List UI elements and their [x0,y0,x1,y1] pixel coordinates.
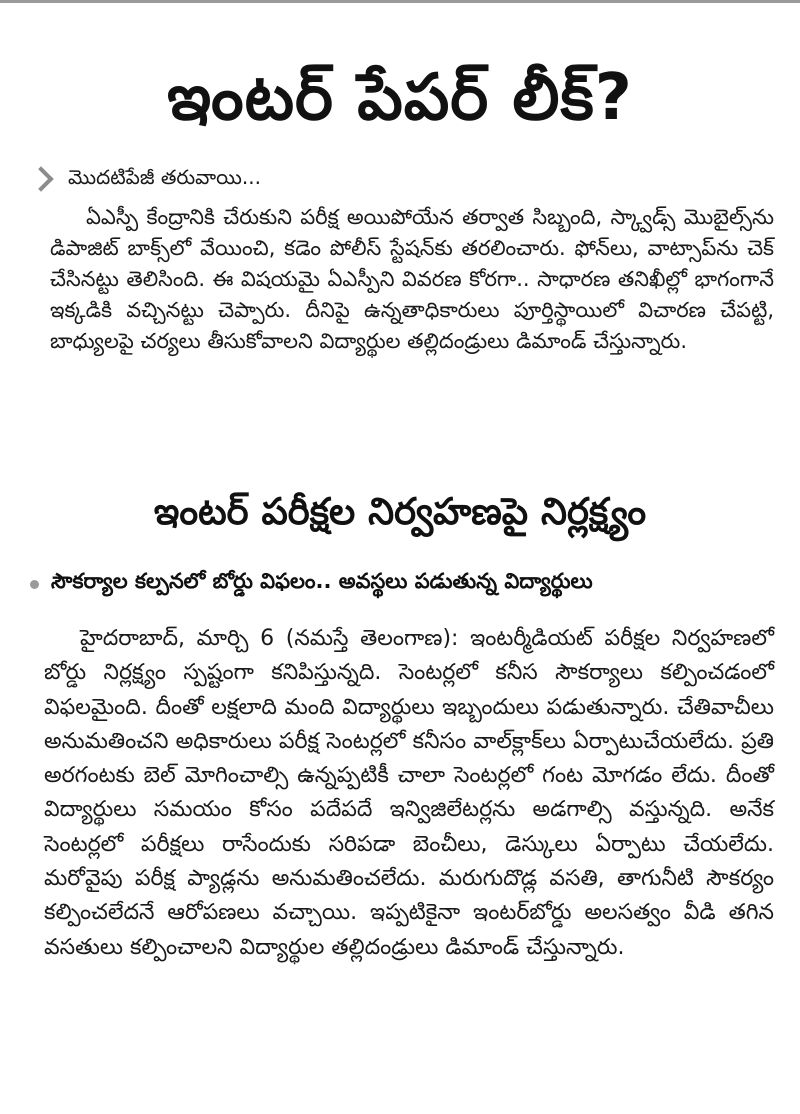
paragraph-1: ఏఎస్పీ కేంద్రానికి చేరుకుని పరీక్ష అయిపోయేన తర్వాత సిబ్బంది, స్క్వాడ్స్ మొబైల్స్‌ను డిపాజిట్ బాక్స్‌లో వేయించి, కడెం పోలీస్ స్టేషన్‌కు తరలించారు. ఫోన్‌లు, వాట్సాప్‌ను చెక్ చేసినట్టు తెలిసింది. ఈ విషయమై ఏఎస్పీని వివరణ కోరగా.. సాధారణ తనిఖీల్లో భాగంగానే ఇక్కడికి వచ్చినట్టు చెప్పారు. దీనిపై ఉన్నతాధికారులు పూర్తిస్థాయిలో విచారణ చేపట్టి, బాధ్యులపై చర్యలు తీసుకోవాలని విద్యార్థుల తల్లిదండ్రులు డిమాండ్ చేస్తున్నారు. [50,205,774,353]
top-divider [0,0,800,3]
paragraph-2: హైదరాబాద్, మార్చి 6 (నమస్తే తెలంగాణ): ఇంటర్మీడియట్ పరీక్షల నిర్వహణలో బోర్డు నిర్లక్ష్యం స్పష్టంగా కనిపిస్తున్నది. సెంటర్లలో కనీస సౌకర్యాలు కల్పించడంలో విఫలమైంది. దీంతో లక్షలాది మంది విద్యార్థులు ఇబ్బందులు పడుతున్నారు. చేతివాచీలు అనుమతించని అధికారులు పరీక్ష సెంటర్లలో కనీసం వాల్‌క్లాక్‌లు ఏర్పాటుచేయలేదు. ప్రతి అరగంటకు బెల్ మోగించాల్సి ఉన్నప్పటికీ చాలా సెంటర్లలో గంట మోగడం లేదు. దీంతో విద్యార్థులు సమయం కోసం పదేపదే ఇన్విజిలేటర్లను అడగాల్సి వస్తున్నది. అనేక సెంటర్లలో పరీక్షలు రాసేందుకు సరిపడా బెంచీలు, డెస్కులు ఏర్పాటు చేయలేదు. మరోవైపు పరీక్ష ప్యాడ్లను అనుమతించలేదు. మరుగుదొడ్ల వసతి, తాగునీటి సౌకర్యం కల్పించలేదనే ఆరోపణలు వచ్చాయి. ఇప్పటికైనా ఇంటర్‌బోర్డు అలసత్వం వీడి తగిన వసతులు కల్పించాలని విద్యార్థుల తల్లిదండ్రులు డిమాండ్ చేస్తున్నారు. [44,626,774,960]
headline: ఇంటర్ పేపర్ లీక్? [167,61,633,135]
continued-from-front-page [30,164,261,194]
bullet-deck-text: సౌకర్యాల కల్పనలో బోర్డు విఫలం.. అవస్థలు పడుతున్న విద్యార్థులు [51,569,593,593]
subheadline: ఇంటర్ పరీక్షల నిర్వహణపై నిర్లక్ష్యం [153,490,647,533]
bullet-dot-icon [30,580,39,589]
continued-label: మొదటిపేజీ తరువాయి... [68,164,261,189]
bullet-deck [30,564,780,604]
chevron-right-icon [28,166,53,191]
